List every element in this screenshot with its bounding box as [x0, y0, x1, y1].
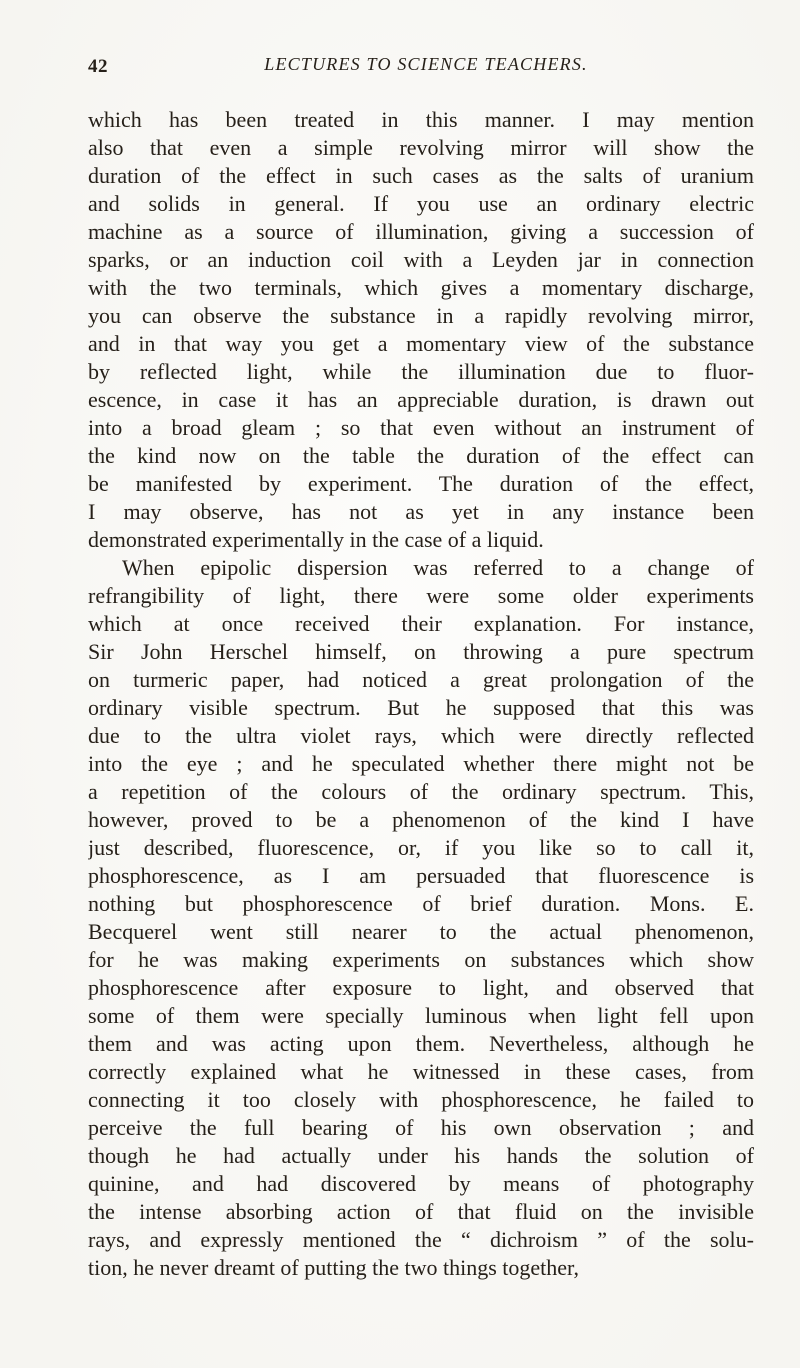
- text-line: for he was making experiments on substances which show: [88, 947, 754, 972]
- text-line: which has been treated in this manner. I may mention: [88, 107, 754, 132]
- text-line: them and was acting upon them. Nevertheless, although he: [88, 1031, 754, 1056]
- text-line: due to the ultra violet rays, which were directly reflected: [88, 723, 754, 748]
- text-line: and in that way you get a momentary view of the substance: [88, 331, 754, 356]
- paragraph-2: [88, 554, 754, 1282]
- text-line: machine as a source of illumination, giving a succession of: [88, 219, 754, 244]
- text-line: and solids in general. If you use an ordinary electric: [88, 191, 754, 216]
- text-line: connecting it too closely with phosphorescence, he failed to: [88, 1087, 754, 1112]
- text-line: nothing but phosphorescence of brief duration. Mons. E.: [88, 891, 754, 916]
- text-line: demonstrated experimentally in the case of a liquid.: [88, 527, 544, 552]
- text-line: I may observe, has not as yet in any instance been: [88, 499, 754, 524]
- text-line: some of them were specially luminous when light fell upon: [88, 1003, 754, 1028]
- text-line: escence, in case it has an appreciable duration, is drawn out: [88, 387, 754, 412]
- text-line: phosphorescence, as I am persuaded that fluorescence is: [88, 863, 754, 888]
- text-line: a repetition of the colours of the ordinary spectrum. This,: [88, 779, 754, 804]
- text-line: Sir John Herschel himself, on throwing a pure spectrum: [88, 639, 754, 664]
- text-line: the intense absorbing action of that fluid on the invisible: [88, 1199, 754, 1224]
- text-line: also that even a simple revolving mirror will show the: [88, 135, 754, 160]
- text-line: into the eye ; and he speculated whether there might not be: [88, 751, 754, 776]
- text-line: refrangibility of light, there were some older experiments: [88, 583, 754, 608]
- text-line: by reflected light, while the illumination due to fluor-: [88, 359, 754, 384]
- text-line: on turmeric paper, had noticed a great prolongation of the: [88, 667, 754, 692]
- text-line: the kind now on the table the duration of the effect can: [88, 443, 754, 468]
- text-line: When epipolic dispersion was referred to a change of: [122, 555, 754, 580]
- text-line: ordinary visible spectrum. But he supposed that this was: [88, 695, 754, 720]
- text-line: quinine, and had discovered by means of photography: [88, 1171, 754, 1196]
- text-line: though he had actually under his hands the solution of: [88, 1143, 754, 1168]
- text-line: you can observe the substance in a rapidly revolving mirror,: [88, 303, 754, 328]
- text-line: rays, and expressly mentioned the “ dichroism ” of the solu-: [88, 1227, 754, 1252]
- text-line: tion, he never dreamt of putting the two things together,: [88, 1255, 579, 1280]
- page-number: 42: [88, 56, 108, 77]
- text-line: just described, fluorescence, or, if you like so to call it,: [88, 835, 754, 860]
- text-line: sparks, or an induction coil with a Leyden jar in connection: [88, 247, 754, 272]
- text-line: however, proved to be a phenomenon of the kind I have: [88, 807, 754, 832]
- text-line: be manifested by experiment. The duration of the effect,: [88, 471, 754, 496]
- text-line: which at once received their explanation. For instance,: [88, 611, 754, 636]
- text-line: with the two terminals, which gives a momentary discharge,: [88, 275, 754, 300]
- running-title: LECTURES TO SCIENCE TEACHERS.: [264, 54, 588, 74]
- text-line: correctly explained what he witnessed in these cases, from: [88, 1059, 754, 1084]
- text-line: into a broad gleam ; so that even without an instrument of: [88, 415, 754, 440]
- page-body: [88, 106, 754, 1282]
- text-line: phosphorescence after exposure to light, and observed that: [88, 975, 754, 1000]
- text-line: Becquerel went still nearer to the actual phenomenon,: [88, 919, 754, 944]
- text-line: perceive the full bearing of his own observation ; and: [88, 1115, 754, 1140]
- paragraph-1: [88, 106, 754, 554]
- page-header: [88, 54, 754, 84]
- text-line: duration of the effect in such cases as the salts of uranium: [88, 163, 754, 188]
